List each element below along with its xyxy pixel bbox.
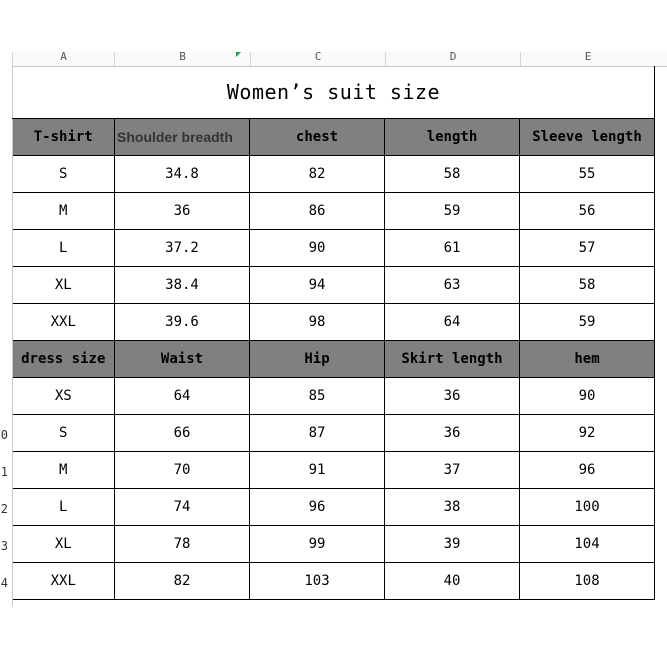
table-row <box>13 156 655 193</box>
table-cell[interactable]: S <box>13 415 115 452</box>
header-cell[interactable]: T-shirt <box>13 119 115 156</box>
header-cell[interactable]: Sleeve length <box>520 119 655 156</box>
table-cell[interactable]: M <box>13 452 115 489</box>
table-cell[interactable]: 61 <box>385 230 520 267</box>
table-cell[interactable]: XXL <box>13 563 115 600</box>
table-row <box>13 452 655 489</box>
column-header-bar <box>12 52 667 67</box>
header-cell[interactable]: hem <box>520 341 655 378</box>
table-cell[interactable]: 36 <box>385 415 520 452</box>
table-cell[interactable]: 59 <box>520 304 655 341</box>
table-cell[interactable]: 96 <box>520 452 655 489</box>
table-cell[interactable]: 57 <box>520 230 655 267</box>
table-cell[interactable]: 37.2 <box>115 230 250 267</box>
header-cell[interactable]: Skirt length <box>385 341 520 378</box>
table-cell[interactable]: 82 <box>115 563 250 600</box>
table-cell[interactable]: 55 <box>520 156 655 193</box>
table-row <box>13 526 655 563</box>
table-cell[interactable]: XS <box>13 378 115 415</box>
header-cell[interactable]: Hip <box>250 341 385 378</box>
table-cell[interactable]: 58 <box>520 267 655 304</box>
table-cell[interactable]: 40 <box>385 563 520 600</box>
table-cell[interactable]: 64 <box>115 378 250 415</box>
table-cell[interactable]: 82 <box>250 156 385 193</box>
table-row <box>13 230 655 267</box>
column-header-d[interactable]: D <box>385 52 520 66</box>
table-cell[interactable]: M <box>13 193 115 230</box>
sheet-title[interactable]: Women’s suit size <box>13 66 655 119</box>
header-cell[interactable]: Waist <box>115 341 250 378</box>
dress-header-row <box>13 341 655 378</box>
row-number[interactable]: 3 <box>0 539 8 553</box>
table-cell[interactable]: 74 <box>115 489 250 526</box>
table-cell[interactable]: 96 <box>250 489 385 526</box>
comment-indicator-icon <box>236 52 241 57</box>
table-cell[interactable]: 38 <box>385 489 520 526</box>
table-cell[interactable]: 104 <box>520 526 655 563</box>
column-header-b[interactable]: B <box>114 52 250 66</box>
size-table <box>12 66 655 600</box>
table-row <box>13 415 655 452</box>
tshirt-header-row <box>13 119 655 156</box>
table-cell[interactable]: 59 <box>385 193 520 230</box>
table-cell[interactable]: 108 <box>520 563 655 600</box>
row-number[interactable]: 0 <box>0 428 8 442</box>
table-cell[interactable]: 34.8 <box>115 156 250 193</box>
row-number[interactable]: 2 <box>0 502 8 516</box>
table-cell[interactable]: 38.4 <box>115 267 250 304</box>
header-cell[interactable]: Shoulder breadth <box>115 119 250 156</box>
table-cell[interactable]: 87 <box>250 415 385 452</box>
spreadsheet-grid <box>12 66 667 606</box>
header-cell[interactable]: dress size <box>13 341 115 378</box>
table-cell[interactable]: 99 <box>250 526 385 563</box>
row-number[interactable]: 1 <box>0 465 8 479</box>
table-cell[interactable]: 56 <box>520 193 655 230</box>
table-cell[interactable]: 70 <box>115 452 250 489</box>
table-cell[interactable]: XL <box>13 267 115 304</box>
table-row <box>13 304 655 341</box>
table-row <box>13 489 655 526</box>
table-cell[interactable]: 86 <box>250 193 385 230</box>
table-cell[interactable]: 78 <box>115 526 250 563</box>
table-cell[interactable]: 36 <box>385 378 520 415</box>
table-row <box>13 378 655 415</box>
table-cell[interactable]: 94 <box>250 267 385 304</box>
table-cell[interactable]: 90 <box>520 378 655 415</box>
table-cell[interactable]: 100 <box>520 489 655 526</box>
table-cell[interactable]: 39.6 <box>115 304 250 341</box>
table-cell[interactable]: 36 <box>115 193 250 230</box>
header-cell[interactable]: chest <box>250 119 385 156</box>
row-number[interactable]: 4 <box>0 576 8 590</box>
table-cell[interactable]: 92 <box>520 415 655 452</box>
table-cell[interactable]: S <box>13 156 115 193</box>
table-cell[interactable]: 37 <box>385 452 520 489</box>
table-cell[interactable]: 64 <box>385 304 520 341</box>
table-cell[interactable]: 66 <box>115 415 250 452</box>
table-cell[interactable]: 91 <box>250 452 385 489</box>
column-header-c[interactable]: C <box>250 52 385 66</box>
table-cell[interactable]: L <box>13 230 115 267</box>
table-cell[interactable]: 98 <box>250 304 385 341</box>
table-cell[interactable]: 39 <box>385 526 520 563</box>
header-cell[interactable]: length <box>385 119 520 156</box>
table-row <box>13 193 655 230</box>
table-cell[interactable]: L <box>13 489 115 526</box>
table-cell[interactable]: 85 <box>250 378 385 415</box>
table-cell[interactable]: 58 <box>385 156 520 193</box>
column-header-e[interactable]: E <box>520 52 655 66</box>
column-header-a[interactable]: A <box>12 52 114 66</box>
table-row <box>13 563 655 600</box>
table-cell[interactable]: 63 <box>385 267 520 304</box>
table-row <box>13 267 655 304</box>
table-cell[interactable]: 90 <box>250 230 385 267</box>
table-cell[interactable]: XL <box>13 526 115 563</box>
table-cell[interactable]: 103 <box>250 563 385 600</box>
table-cell[interactable]: XXL <box>13 304 115 341</box>
